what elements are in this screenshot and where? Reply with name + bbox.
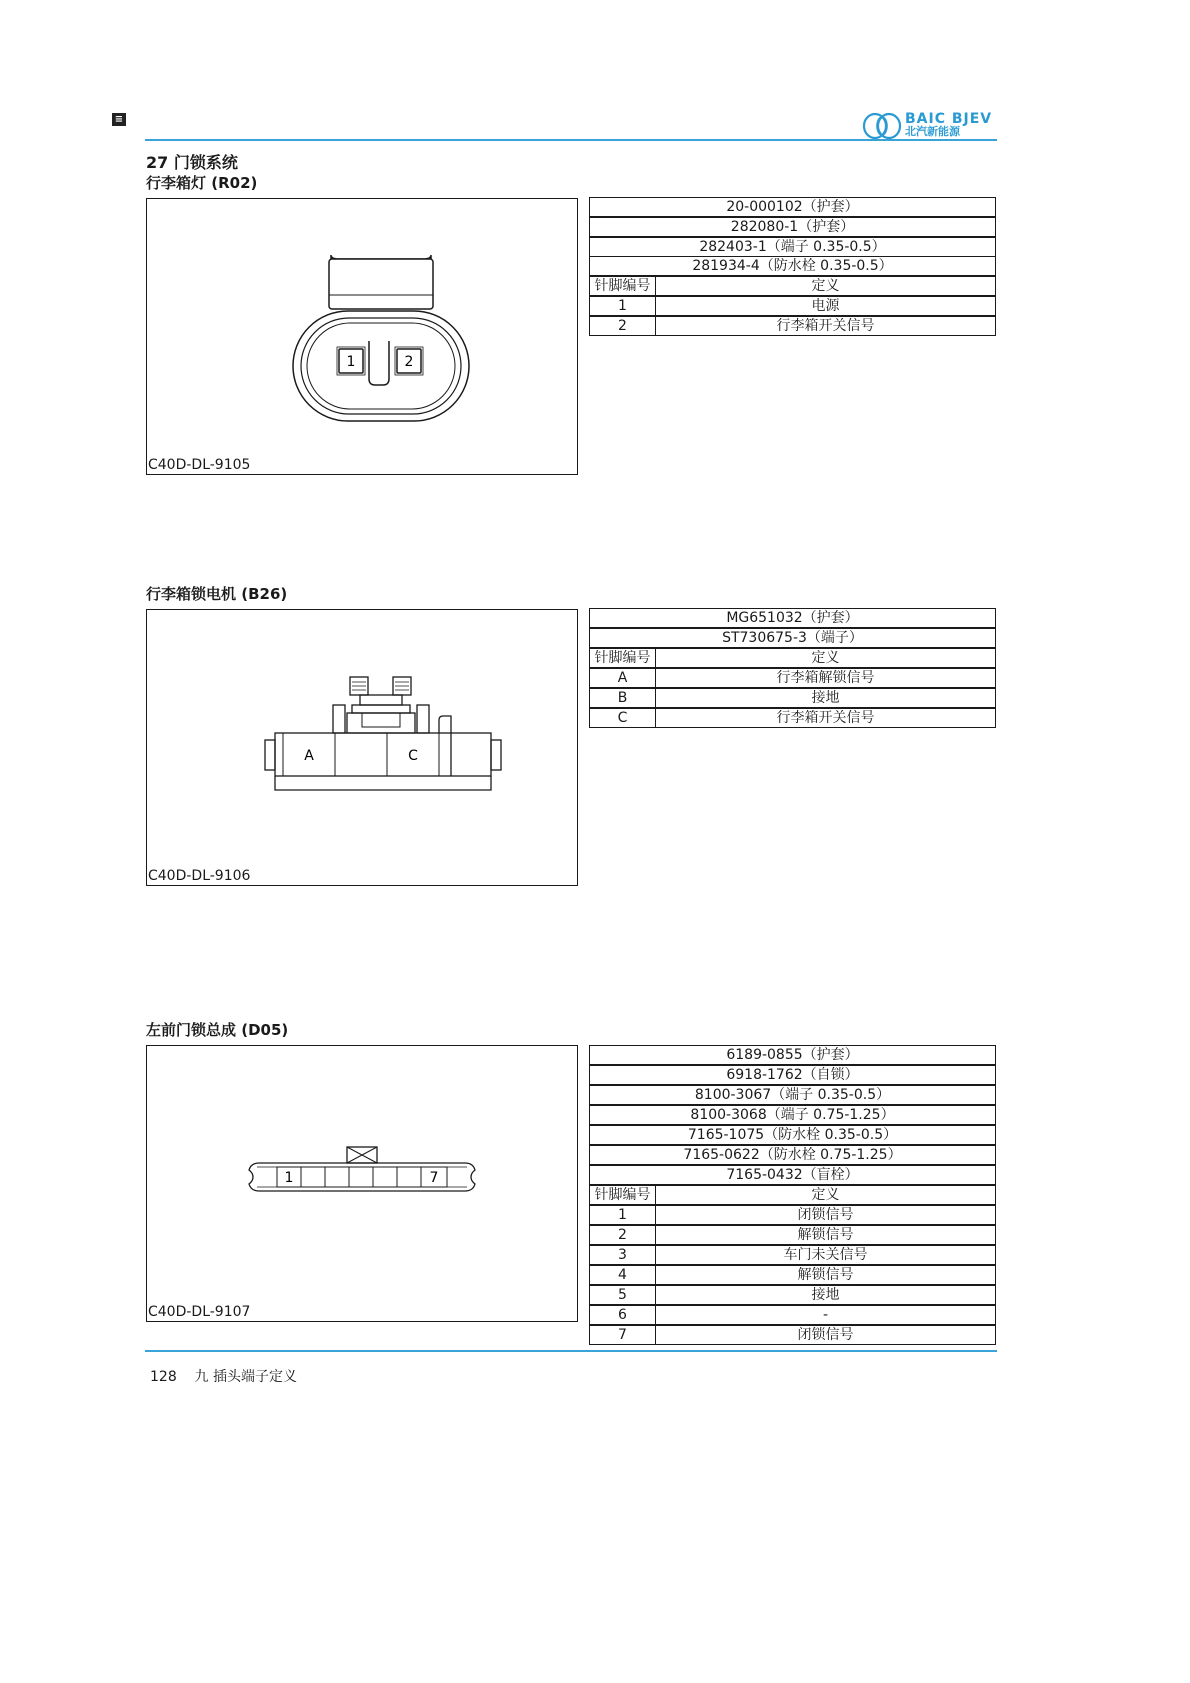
pin-label-2: 2 — [404, 354, 414, 370]
pin-definition: 车门未关信号 — [656, 1245, 996, 1265]
part-number: 282403-1（端子 0.35-0.5） — [590, 237, 996, 257]
pin-definition: 闭锁信号 — [656, 1205, 996, 1225]
pin-number: 2 — [590, 316, 656, 336]
section-title: 27 门锁系统 — [146, 153, 238, 172]
col-header-def: 定义 — [656, 276, 996, 296]
figure-caption-d05: C40D-DL-9107 — [148, 1304, 251, 1320]
pin-table-r02 — [589, 197, 996, 336]
footer-divider — [145, 1350, 997, 1352]
page-footer — [150, 1368, 297, 1386]
pin-definition: 接地 — [656, 688, 996, 708]
pin-number: 1 — [590, 1205, 656, 1225]
part-number: 6189-0855（护套） — [590, 1046, 996, 1066]
bjev-logo-icon — [861, 112, 905, 140]
pin-number: 2 — [590, 1225, 656, 1245]
pin-table-d05 — [589, 1045, 996, 1345]
col-header-pin: 针脚编号 — [590, 1185, 656, 1205]
pin-definition: 电源 — [656, 296, 996, 316]
pin-label-7: 7 — [429, 1170, 439, 1186]
col-header-def: 定义 — [656, 1185, 996, 1205]
pin-table-b26 — [589, 608, 996, 728]
pin-number: A — [590, 668, 656, 688]
connector-figure-d05 — [146, 1045, 578, 1322]
col-header-pin: 针脚编号 — [590, 648, 656, 668]
connector-drawing-b26 — [147, 610, 577, 885]
pin-definition: 解锁信号 — [656, 1265, 996, 1285]
part-number: 8100-3067（端子 0.35-0.5） — [590, 1085, 996, 1105]
pin-definition: 解锁信号 — [656, 1225, 996, 1245]
pin-number: C — [590, 708, 656, 728]
part-number: 8100-3068（端子 0.75-1.25） — [590, 1105, 996, 1125]
part-number: ST730675-3（端子） — [590, 628, 996, 648]
chapter-title: 九 插头端子定义 — [194, 1369, 297, 1385]
logo-subtext: 北汽新能源 — [905, 125, 960, 138]
pin-number: 4 — [590, 1265, 656, 1285]
connector-drawing-r02 — [147, 199, 577, 474]
connector-drawing-d05 — [147, 1046, 577, 1321]
page-number: 128 — [150, 1369, 177, 1385]
part-number: 7165-1075（防水栓 0.35-0.5） — [590, 1125, 996, 1145]
pin-label-1: 1 — [346, 354, 356, 370]
pin-label-a: A — [304, 748, 314, 764]
connector-figure-r02 — [146, 198, 578, 475]
pin-definition: 行李箱开关信号 — [656, 316, 996, 336]
col-header-pin: 针脚编号 — [590, 276, 656, 296]
figure-caption-b26: C40D-DL-9106 — [148, 868, 251, 884]
figure-caption-r02: C40D-DL-9105 — [148, 457, 251, 473]
book-icon: ≡ — [112, 113, 126, 126]
col-header-def: 定义 — [656, 648, 996, 668]
connector-figure-b26 — [146, 609, 578, 886]
pin-label-1: 1 — [284, 1170, 294, 1186]
connector-title-r02: 行李箱灯 (R02) — [146, 174, 258, 192]
part-number: MG651032（护套） — [590, 609, 996, 629]
part-number: 282080-1（护套） — [590, 217, 996, 237]
part-number: 281934-4（防水栓 0.35-0.5） — [590, 257, 996, 277]
part-number: 20-000102（护套） — [590, 198, 996, 218]
connector-title-d05: 左前门锁总成 (D05) — [146, 1021, 289, 1039]
connector-title-b26: 行李箱锁电机 (B26) — [146, 585, 288, 603]
pin-number: 1 — [590, 296, 656, 316]
logo-text: BAIC BJEV — [905, 111, 993, 127]
pin-number: 5 — [590, 1285, 656, 1305]
pin-number: 6 — [590, 1305, 656, 1325]
part-number: 7165-0432（盲栓） — [590, 1165, 996, 1185]
pin-definition: - — [656, 1305, 996, 1325]
part-number: 6918-1762（自锁） — [590, 1065, 996, 1085]
pin-number: 7 — [590, 1325, 656, 1345]
part-number: 7165-0622（防水栓 0.75-1.25） — [590, 1145, 996, 1165]
pin-definition: 闭锁信号 — [656, 1325, 996, 1345]
pin-definition: 行李箱解锁信号 — [656, 668, 996, 688]
pin-definition: 行李箱开关信号 — [656, 708, 996, 728]
pin-number: B — [590, 688, 656, 708]
pin-definition: 接地 — [656, 1285, 996, 1305]
pin-label-c: C — [408, 748, 418, 764]
pin-number: 3 — [590, 1245, 656, 1265]
